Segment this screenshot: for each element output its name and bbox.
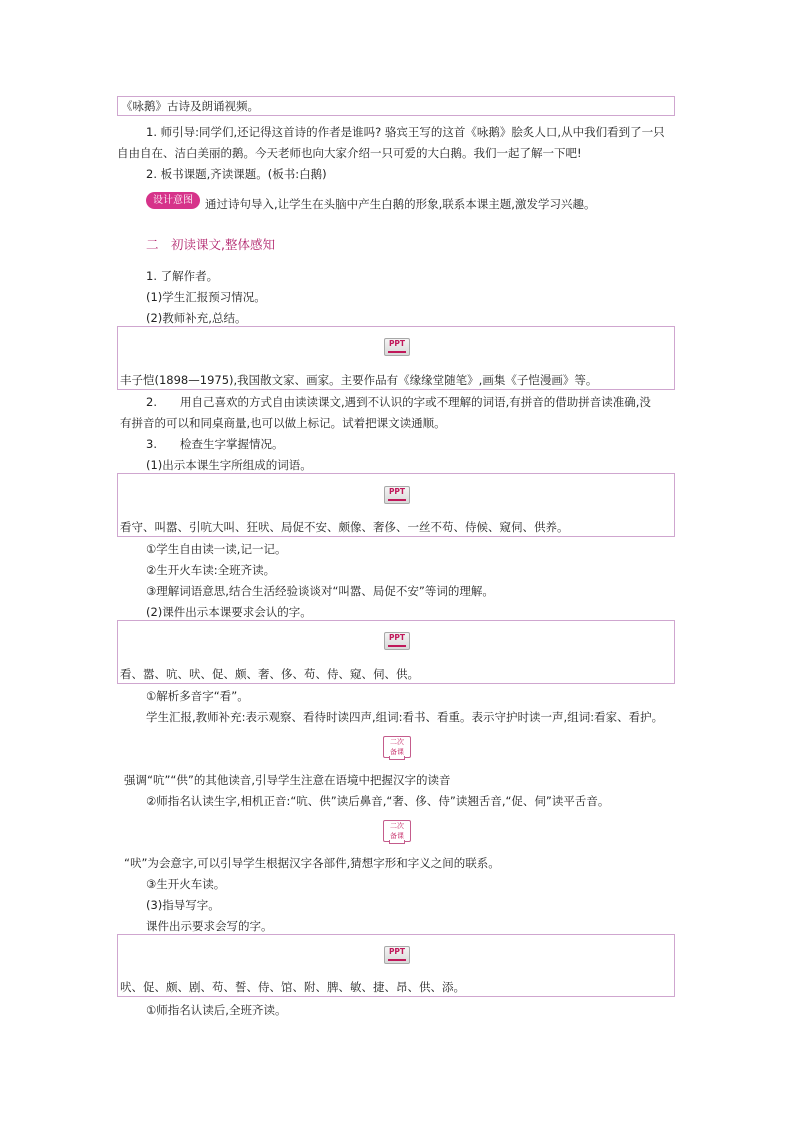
ppt-box-text: 看、嚣、吭、吠、促、颇、奢、侈、苟、侍、窥、伺、供。 — [120, 667, 419, 681]
paragraph-line: (3)指导写字。 — [146, 898, 220, 912]
ppt-icon: PPT — [384, 632, 410, 650]
video-box-text: 《咏鹅》古诗及朗诵视频。 — [121, 99, 259, 113]
ppt-icon: PPT — [384, 486, 410, 504]
ppt-icon: PPT — [384, 338, 410, 356]
design-intent-badge: 设计意图 — [146, 192, 200, 209]
design-intent-text: 通过诗句导入,让学生在头脑中产生白鹅的形象,联系本课主题,激发学习兴趣。 — [205, 197, 596, 211]
paragraph-line: ②师指名认读生字,相机正音:“吭、供”读后鼻音,“奢、侈、侍”读翘舌音,“促、伺”读平舌音。 — [146, 794, 610, 808]
paragraph-line: (1)出示本课生字所组成的词语。 — [146, 458, 312, 472]
video-box — [117, 96, 675, 116]
paragraph-line: ①解析多音字“看”。 — [146, 689, 249, 703]
paragraph-line: 课件出示要求会写的字。 — [146, 919, 273, 933]
paragraph-line: (1)学生汇报预习情况。 — [146, 290, 266, 304]
paragraph-line: 2. 用自己喜欢的方式自由读读课文,遇到不认识的字或不理解的词语,有拼音的借助拼音读准确,没 — [146, 395, 651, 409]
ppt-box-text: 丰子恺(1898—1975),我国散文家、画家。主要作品有《缘缘堂随笔》,画集《子恺漫画》等。 — [120, 373, 598, 387]
ppt-box-text: 吠、促、颇、剧、苟、誓、侍、馆、附、脾、敏、捷、昂、供、添。 — [120, 980, 465, 994]
paragraph-line: 2. 板书课题,齐读课题。(板书:白鹅) — [146, 167, 327, 181]
paragraph-line: ①师指名认读后,全班齐读。 — [146, 1003, 287, 1017]
paragraph-line: 有拼音的可以和同桌商量,也可以做上标记。试着把课文读通顺。 — [120, 416, 446, 430]
prep-note: 强调“吭”“供”的其他读音,引导学生注意在语境中把握汉字的读音 — [124, 773, 451, 787]
ppt-box-text: 看守、叫嚣、引吭大叫、狂吠、局促不安、颇像、奢侈、一丝不苟、侍候、窥伺、供养。 — [120, 520, 569, 534]
paragraph-line: ③生开火车读。 — [146, 877, 226, 891]
prep-note: “吠”为会意字,可以引导学生根据汉字各部件,猜想字形和字义之间的联系。 — [124, 856, 500, 870]
section-heading: 二 初读课文,整体感知 — [146, 237, 275, 252]
paragraph-line: (2)课件出示本课要求会认的字。 — [146, 605, 312, 619]
paragraph-line: ①学生自由读一读,记一记。 — [146, 542, 287, 556]
paragraph-line: 3. 检查生字掌握情况。 — [146, 437, 284, 451]
paragraph-line: ②生开火车读:全班齐读。 — [146, 563, 276, 577]
ppt-icon: PPT — [384, 946, 410, 964]
second-prep-icon: 二次 备课 — [383, 820, 411, 842]
paragraph-line: 学生汇报,教师补充:表示观察、看待时读四声,组词:看书、看重。表示守护时读一声,组词:看家、看护。 — [146, 710, 664, 724]
paragraph-line: ③理解词语意思,结合生活经验谈谈对“叫嚣、局促不安”等词的理解。 — [146, 584, 494, 598]
second-prep-icon: 二次 备课 — [383, 736, 411, 758]
paragraph-line: 1. 了解作者。 — [146, 269, 219, 283]
paragraph-line: (2)教师补充,总结。 — [146, 311, 247, 325]
paragraph-line: 自由自在、洁白美丽的鹅。今天老师也向大家介绍一只可爱的大白鹅。我们一起了解一下吧! — [117, 146, 582, 160]
paragraph-line: 1. 师引导:同学们,还记得这首诗的作者是谁吗? 骆宾王写的这首《咏鹅》脍炙人口,从中我们看到了一只 — [146, 125, 665, 139]
